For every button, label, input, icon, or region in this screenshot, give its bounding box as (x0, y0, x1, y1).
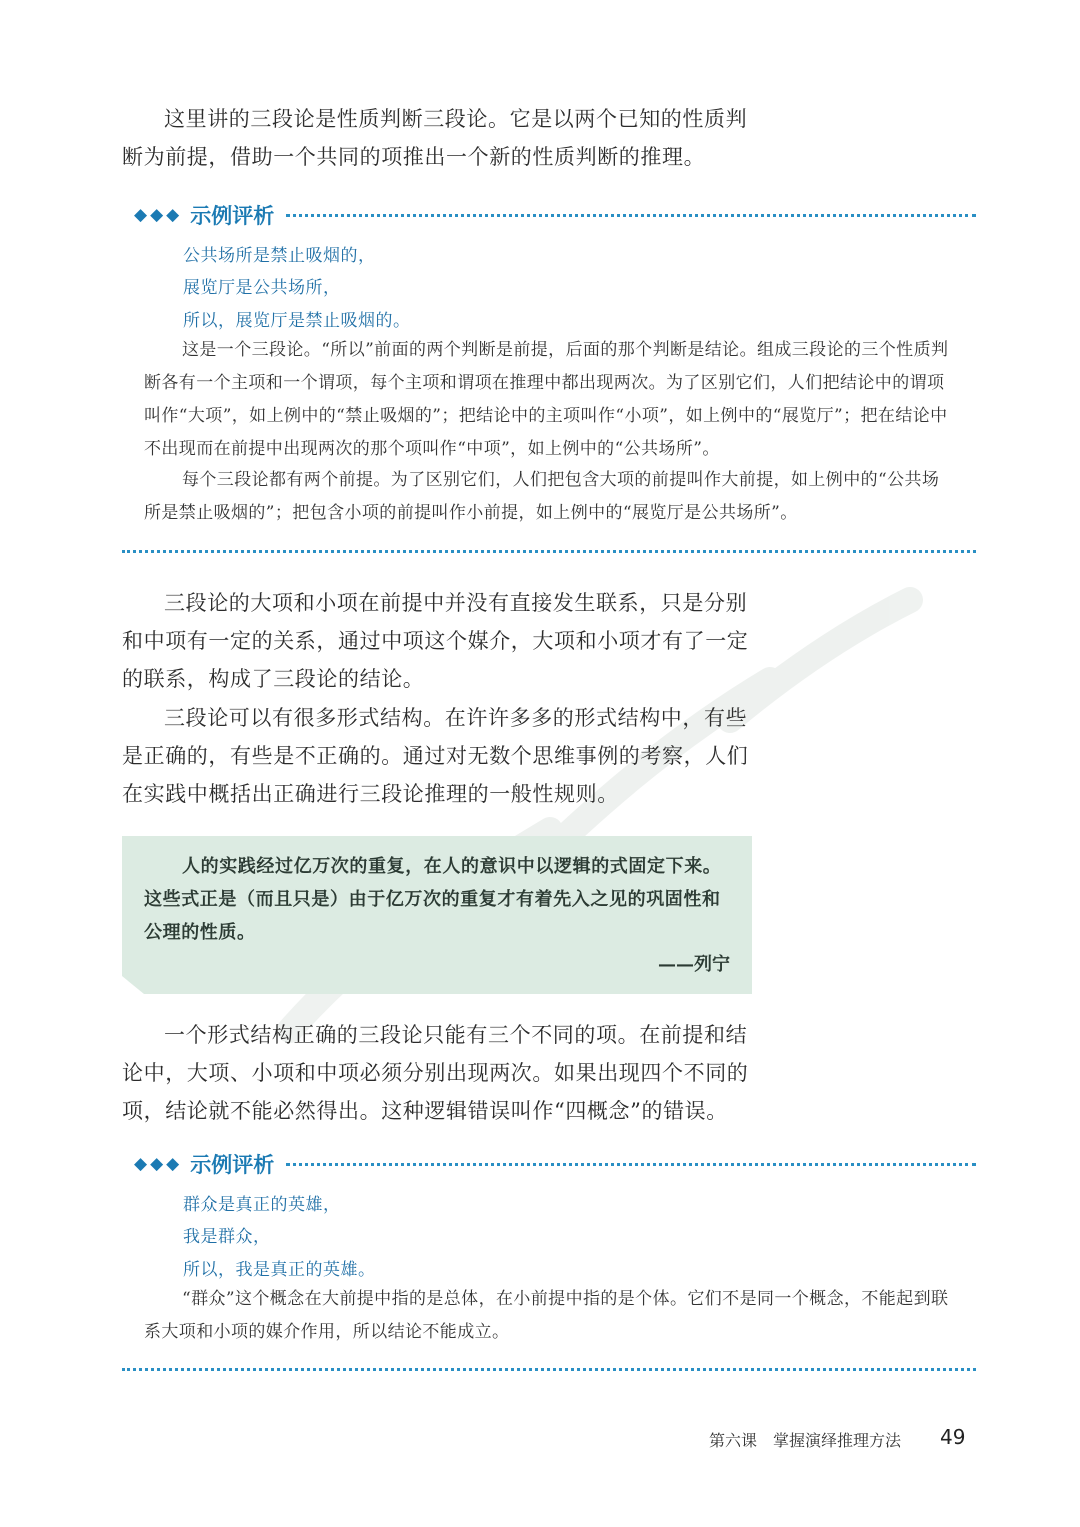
section-end-rule (122, 1368, 976, 1371)
intro-paragraph: 这里讲的三段论是性质判断三段论。它是以两个已知的性质判断为前提，借助一个共同的项推出一个新的性质判断的推理。 (122, 107, 748, 169)
example1-note-2: 每个三段论都有两个前提。为了区别它们，人们把包含大项的前提叫作大前提，如上例中的“公共场所是禁止吸烟的”；把包含小项的前提叫作小前提，如上例中的“展览厅是公共场所”。 (144, 470, 940, 523)
example2-line-1: 群众是真正的英雄， (183, 1195, 341, 1215)
page-number: 49 (940, 1425, 966, 1449)
example2-line-3: 所以，我是真正的英雄。 (183, 1260, 376, 1280)
diamond-bullets-icon: ◆◆◆ (134, 1154, 183, 1174)
example-header-1 (134, 200, 976, 230)
quote-corner-fold (122, 976, 144, 994)
section-title: 示例评析 (190, 1153, 275, 1177)
quote-author: ——列宁 (658, 954, 730, 975)
paragraph-2: 三段论的大项和小项在前提中并没有直接发生联系，只是分别和中项有一定的关系，通过中项这个媒介，大项和小项才有了一定的联系，构成了三段论的结论。 (122, 591, 749, 691)
dotted-rule (286, 214, 976, 217)
example1-line-3: 所以，展览厅是禁止吸烟的。 (183, 311, 411, 331)
example2-line-2: 我是群众， (183, 1227, 271, 1247)
example1-line-1: 公共场所是禁止吸烟的， (183, 246, 376, 266)
example-header-2 (134, 1149, 976, 1179)
example1-line-2: 展览厅是公共场所， (183, 278, 341, 298)
example1-note-1: 这是一个三段论。“所以”前面的两个判断是前提，后面的那个判断是结论。组成三段论的三个性质判断各有一个主项和一个谓项，每个主项和谓项在推理中都出现两次。为了区别它们，人们把结论中的谓项叫作“大项”，如上例中的“禁止吸烟的”；把结论中的主项叫作“小项”，如上例中的“展览厅”；把在结论中不出现而在前提中出现两次的那个项叫作“中项”，如上例中的“公共场所”。 (144, 340, 949, 459)
quote-text: 人的实践经过亿万次的重复，在人的意识中以逻辑的式固定下来。这些式正是（而且只是）由于亿万次的重复才有着先入之见的巩固性和公理的性质。 (144, 856, 722, 943)
paragraph-4: 一个形式结构正确的三段论只能有三个不同的项。在前提和结论中，大项、小项和中项必须分别出现两次。如果出现四个不同的项，结论就不能必然得出。这种逻辑错误叫作“四概念”的错误。 (122, 1023, 749, 1123)
diamond-bullets-icon: ◆◆◆ (134, 205, 183, 225)
example2-note: “群众”这个概念在大前提中指的是总体，在小前提中指的是个体。它们不是同一个概念，不能起到联系大项和小项的媒介作用，所以结论不能成立。 (144, 1289, 949, 1342)
dotted-rule (286, 1163, 976, 1166)
section-end-rule (122, 550, 976, 553)
section-title: 示例评析 (190, 204, 275, 228)
paragraph-3: 三段论可以有很多形式结构。在许许多多的形式结构中，有些是正确的，有些是不正确的。通过对无数个思维事例的考察，人们在实践中概括出正确进行三段论推理的一般性规则。 (122, 706, 749, 806)
footer-chapter-title: 第六课 掌握演绎推理方法 (709, 1431, 902, 1450)
